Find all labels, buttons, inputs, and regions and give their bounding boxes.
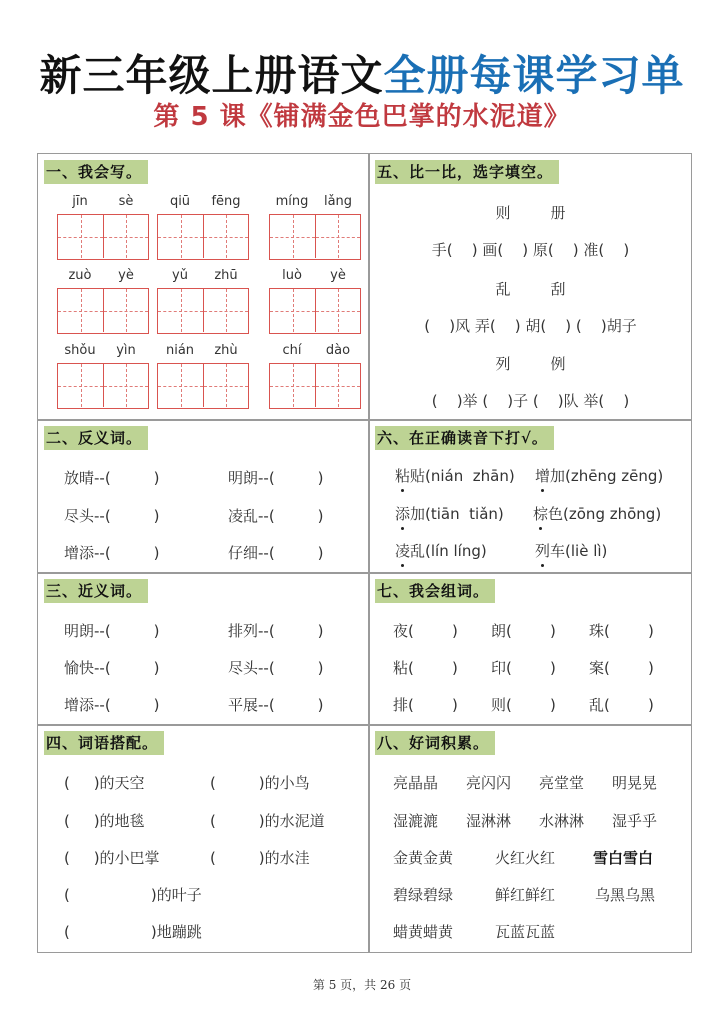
word-build-item[interactable]: 乱( ) — [589, 696, 654, 714]
pronunciation-item[interactable]: 粘贴(nián zhān) — [395, 467, 515, 485]
good-word: 火红火红 — [495, 849, 556, 867]
pinyin-label: jīn — [72, 194, 88, 209]
good-word: 水淋淋 — [539, 812, 585, 830]
writing-cell[interactable] — [315, 364, 360, 407]
antonym-item[interactable]: 明朗--( ) — [228, 469, 324, 487]
writing-cell[interactable] — [203, 364, 248, 407]
page-title — [0, 52, 724, 100]
matching-item[interactable]: ( )的水泥道 — [210, 812, 325, 830]
tian-grid-box — [57, 214, 149, 260]
word-build-item[interactable]: 粘( ) — [393, 659, 458, 677]
tian-grid-box — [269, 214, 361, 260]
tian-grid-box — [269, 363, 361, 409]
pinyin-label: sè — [118, 194, 134, 209]
pinyin-label: zhū — [214, 268, 238, 283]
writing-cell[interactable] — [203, 215, 248, 258]
good-word: 亮晶晶 — [393, 774, 439, 792]
matching-item[interactable]: ( )的叶子 — [64, 886, 202, 904]
pinyin-label: zhù — [214, 343, 238, 358]
good-word: 雪白雪白 — [593, 849, 654, 867]
pinyin-label: yè — [330, 268, 346, 283]
section-compare-fill — [369, 154, 692, 419]
writing-cell[interactable] — [203, 289, 248, 332]
writing-cell[interactable] — [58, 289, 103, 332]
section-antonyms — [38, 420, 368, 572]
antonym-item[interactable]: 凌乱--( ) — [228, 507, 324, 525]
word-build-item[interactable]: 则( ) — [491, 696, 556, 714]
matching-item[interactable]: ( )地蹦跳 — [64, 923, 202, 941]
pinyin-label: yǔ — [172, 268, 188, 283]
word-build-item[interactable]: 排( ) — [393, 696, 458, 714]
char-pair: 列 例 — [495, 355, 566, 373]
good-word: 瓦蓝瓦蓝 — [495, 923, 556, 941]
pinyin-label: yè — [118, 268, 134, 283]
antonym-item[interactable]: 仔细--( ) — [228, 544, 324, 562]
section-word-building — [369, 573, 692, 724]
section-title: 二、反义词。 — [44, 426, 148, 450]
title-black-part: 新三年级上册语文 — [39, 51, 384, 100]
pronunciation-item[interactable]: 列车(liè lì) — [535, 542, 608, 560]
writing-cell[interactable] — [103, 215, 148, 258]
matching-item[interactable]: ( )的地毯 — [64, 812, 145, 830]
pinyin-label: qiū — [169, 194, 191, 209]
good-word: 碧绿碧绿 — [393, 886, 454, 904]
word-build-item[interactable]: 朗( ) — [491, 622, 556, 640]
good-word: 湿乎乎 — [612, 812, 658, 830]
pinyin-label: nián — [165, 343, 195, 358]
antonym-item[interactable]: 放晴--( ) — [64, 469, 160, 487]
writing-cell[interactable] — [158, 289, 203, 332]
section-synonyms — [38, 573, 368, 724]
lesson-subtitle: 第 5 课《铺满金色巴掌的水泥道》 — [153, 102, 571, 132]
pinyin-row — [269, 192, 361, 212]
section-pronunciation — [369, 420, 692, 572]
matching-item[interactable]: ( )的天空 — [64, 774, 145, 792]
section-write-characters — [38, 154, 368, 419]
word-build-item[interactable]: 珠( ) — [589, 622, 654, 640]
pinyin-label: lǎng — [323, 194, 353, 209]
title-blue-part: 全册每课学习单 — [383, 51, 685, 100]
pronunciation-item[interactable]: 增加(zhēng zēng) — [535, 467, 664, 485]
writing-cell[interactable] — [58, 215, 103, 258]
antonym-item[interactable]: 增添--( ) — [64, 544, 160, 562]
synonym-item[interactable]: 排列--( ) — [228, 622, 324, 640]
matching-item[interactable]: ( )的小鸟 — [210, 774, 310, 792]
matching-item[interactable]: ( )的小巴掌 — [64, 849, 160, 867]
tian-grid-box — [57, 288, 149, 334]
fill-line[interactable]: ( )举 ( )子 ( )队 举( ) — [431, 392, 630, 410]
pinyin-row — [269, 341, 361, 361]
synonym-item[interactable]: 平展--( ) — [228, 696, 324, 714]
pronunciation-item[interactable]: 棕色(zōng zhōng) — [533, 505, 662, 523]
section-title: 五、比一比，选字填空。 — [375, 160, 559, 184]
good-word: 亮闪闪 — [466, 774, 512, 792]
pinyin-row — [57, 266, 149, 286]
writing-cell[interactable] — [315, 215, 360, 258]
worksheet-table — [37, 153, 692, 953]
good-word: 乌黑乌黑 — [595, 886, 656, 904]
word-build-item[interactable]: 夜( ) — [393, 622, 458, 640]
section-title: 八、好词积累。 — [375, 731, 495, 755]
word-build-item[interactable]: 案( ) — [589, 659, 654, 677]
good-word: 金黄金黄 — [393, 849, 454, 867]
pinyin-label: luò — [282, 268, 302, 283]
writing-cell[interactable] — [315, 289, 360, 332]
good-word: 湿漉漉 — [393, 812, 439, 830]
pinyin-label: yìn — [116, 343, 136, 358]
pinyin-row — [157, 192, 249, 212]
pinyin-row — [157, 266, 249, 286]
pinyin-label: shǒu — [64, 343, 96, 358]
section-good-words — [369, 725, 692, 953]
section-title: 一、我会写。 — [44, 160, 148, 184]
writing-cell[interactable] — [270, 215, 315, 258]
section-title: 七、我会组词。 — [375, 579, 495, 603]
fill-line[interactable]: ( )风 弄( ) 胡( ) ( )胡子 — [424, 317, 637, 335]
section-title: 六、在正确读音下打√。 — [375, 426, 554, 450]
synonym-item[interactable]: 增添--( ) — [64, 696, 160, 714]
section-title: 三、近义词。 — [44, 579, 148, 603]
synonym-item[interactable]: 明朗--( ) — [64, 622, 160, 640]
tian-grid-box — [157, 214, 249, 260]
writing-cell[interactable] — [270, 364, 315, 407]
tian-grid-box — [269, 288, 361, 334]
char-pair: 乱 刮 — [495, 280, 566, 298]
good-word: 亮堂堂 — [539, 774, 585, 792]
good-word: 鲜红鲜红 — [495, 886, 556, 904]
writing-cell[interactable] — [270, 289, 315, 332]
tian-grid-box — [57, 363, 149, 409]
writing-cell[interactable] — [103, 289, 148, 332]
good-word: 湿淋淋 — [466, 812, 512, 830]
pinyin-label: dào — [325, 343, 351, 358]
pinyin-label: zuò — [68, 268, 92, 283]
matching-item[interactable]: ( )的水洼 — [210, 849, 310, 867]
antonym-item[interactable]: 尽头--( ) — [64, 507, 160, 525]
fill-line[interactable]: 手( ) 画( ) 原( ) 准( ) — [431, 241, 630, 259]
writing-cell[interactable] — [58, 364, 103, 407]
synonym-item[interactable]: 愉快--( ) — [64, 659, 160, 677]
pinyin-row — [57, 341, 149, 361]
pronunciation-item[interactable]: 添加(tiān tiǎn) — [395, 505, 504, 523]
pinyin-label: chí — [282, 343, 302, 358]
good-word: 明晃晃 — [612, 774, 658, 792]
writing-cell[interactable] — [158, 215, 203, 258]
pronunciation-item[interactable]: 凌乱(lín líng) — [395, 542, 487, 560]
good-word: 蜡黄蜡黄 — [393, 923, 454, 941]
word-build-item[interactable]: 印( ) — [491, 659, 556, 677]
pinyin-label: fēng — [211, 194, 241, 209]
pinyin-row — [269, 266, 361, 286]
writing-cell[interactable] — [103, 364, 148, 407]
pinyin-row — [57, 192, 149, 212]
tian-grid-box — [157, 363, 249, 409]
page-footer: 第 5 页，共 26 页 — [312, 978, 412, 992]
char-pair: 则 册 — [495, 204, 566, 222]
section-title: 四、词语搭配。 — [44, 731, 164, 755]
pinyin-label: míng — [275, 194, 309, 209]
writing-cell[interactable] — [158, 364, 203, 407]
pinyin-row — [157, 341, 249, 361]
section-word-matching — [38, 725, 368, 953]
synonym-item[interactable]: 尽头--( ) — [228, 659, 324, 677]
tian-grid-box — [157, 288, 249, 334]
